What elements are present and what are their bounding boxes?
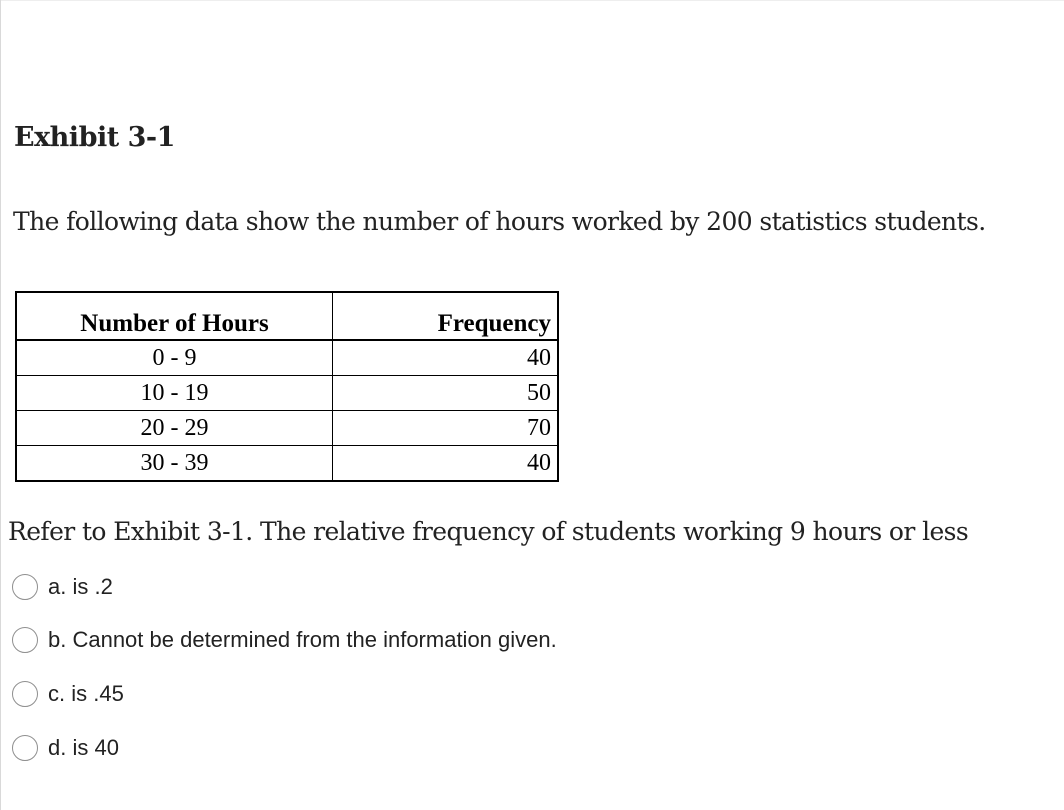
radio-button-b[interactable] bbox=[12, 627, 38, 653]
frequency-cell: 40 bbox=[333, 446, 559, 482]
table-row bbox=[16, 411, 558, 446]
table-row bbox=[16, 340, 558, 376]
answer-option-d[interactable] bbox=[12, 733, 119, 763]
answer-label-a[interactable]: a. is .2 bbox=[48, 574, 113, 599]
frequency-cell: 50 bbox=[333, 376, 559, 411]
answer-label-d[interactable]: d. is 40 bbox=[48, 735, 119, 760]
hours-cell: 30 - 39 bbox=[16, 446, 333, 482]
table-header-row bbox=[16, 292, 558, 340]
question-text: Refer to Exhibit 3-1. The relative frequency of students working 9 hours or less bbox=[8, 517, 969, 546]
table-row bbox=[16, 446, 558, 482]
hours-cell: 10 - 19 bbox=[16, 376, 333, 411]
radio-button-d[interactable] bbox=[12, 735, 38, 761]
answer-label-b[interactable]: b. Cannot be determined from the information given. bbox=[48, 627, 557, 652]
exhibit-intro-text: The following data show the number of hours worked by 200 statistics students. bbox=[13, 207, 986, 236]
answer-option-b[interactable] bbox=[12, 625, 557, 655]
top-divider bbox=[0, 0, 1064, 1]
exhibit-title: Exhibit 3-1 bbox=[14, 122, 175, 153]
table-row bbox=[16, 376, 558, 411]
hours-cell: 20 - 29 bbox=[16, 411, 333, 446]
header-frequency: Frequency bbox=[333, 292, 559, 340]
hours-cell: 0 - 9 bbox=[16, 340, 333, 376]
header-number-of-hours: Number of Hours bbox=[16, 292, 333, 340]
frequency-table bbox=[15, 291, 559, 482]
frequency-cell: 40 bbox=[333, 340, 559, 376]
left-divider bbox=[0, 0, 1, 810]
frequency-cell: 70 bbox=[333, 411, 559, 446]
answer-option-c[interactable] bbox=[12, 679, 124, 709]
answer-label-c[interactable]: c. is .45 bbox=[48, 681, 124, 706]
radio-button-c[interactable] bbox=[12, 681, 38, 707]
radio-button-a[interactable] bbox=[12, 574, 38, 600]
answer-option-a[interactable] bbox=[12, 572, 113, 602]
